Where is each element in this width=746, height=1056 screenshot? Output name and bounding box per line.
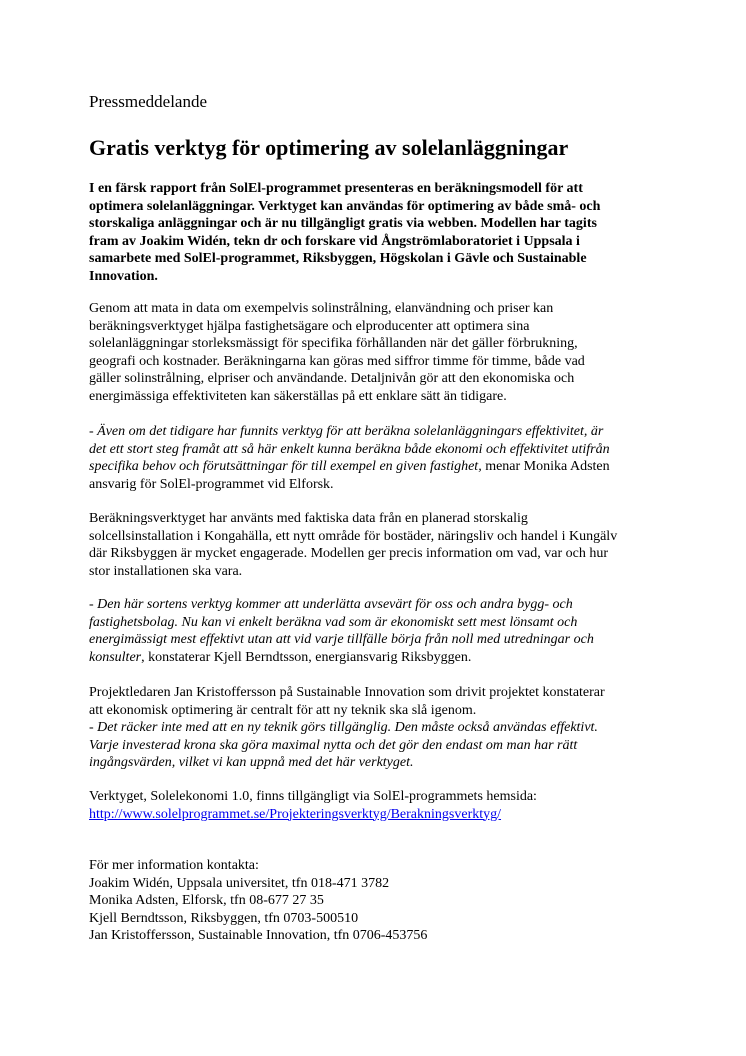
- contact-item: Jan Kristoffersson, Sustainable Innovation, tfn 0706-453756: [89, 928, 428, 944]
- body-line: där Riksbyggen är mycket engagerade. Modellen ger precis information om vad, var och hur: [89, 546, 608, 562]
- body-line: Beräkningsverktyget har använts med faktiska data från en planerad storskalig: [89, 511, 528, 526]
- contact-item: Monika Adsten, Elforsk, tfn 08-677 27 35: [89, 893, 324, 909]
- link-line: [89, 806, 659, 824]
- quote-text: konsulter: [89, 649, 142, 665]
- body-paragraph-1: [89, 300, 659, 406]
- availability-paragraph: [89, 788, 659, 823]
- tool-link[interactable]: http://www.solelprogrammet.se/Projekteringsverktyg/Berakningsverktyg/: [89, 806, 502, 822]
- contact-item: Kjell Berndtsson, Riksbyggen, tfn 0703-500510: [89, 910, 359, 926]
- lead-line: storskaliga anläggningar och är nu tillgängligt gratis via webben. Modellen har tagits: [89, 216, 597, 232]
- lead-line: Innovation.: [89, 268, 158, 284]
- lead-paragraph: [89, 180, 659, 286]
- body-line: beräkningsverktyget hjälpa fastighetsägare och elproducenter att optimera sina: [89, 318, 530, 334]
- quote-text: specifika behov och förutsättningar för till exempel en given fastighet,: [89, 459, 482, 475]
- quote-paragraph-berndtsson: [89, 596, 659, 666]
- body-paragraph-2: [89, 510, 659, 580]
- contact-item: Joakim Widén, Uppsala universitet, tfn 018-471 3782: [89, 875, 390, 891]
- body-line: gäller solinstrålning, elpriser och användande. Detaljnivån gör att den ekonomiska och: [89, 371, 575, 387]
- quote-attribution-line: ansvarig för SolEl-programmet vid Elforsk.: [89, 476, 334, 492]
- document-kicker: Pressmeddelande: [89, 92, 208, 111]
- quote-line: Varje investerad krona ska göra maximal nytta och det gör den endast om man har rätt: [89, 737, 578, 753]
- quote-line: - Även om det tidigare har funnits verktyg för att beräkna solelanläggningars effektivitet, är: [89, 424, 604, 439]
- lead-line: fram av Joakim Widén, tekn dr och forskare vid Ångströmlaboratoriet i Uppsala i: [89, 233, 580, 249]
- quote-attribution: menar Monika Adsten: [481, 459, 610, 475]
- page-title: Gratis verktyg för optimering av solelanläggningar: [89, 135, 569, 160]
- quote-line: det ett stort steg framåt att så här enkelt kunna beräkna både ekonomi och effektivitet utifrån: [89, 441, 610, 457]
- quote-line: fastighetsbolag. Nu kan vi enkelt beräkna vad som är ekonomiskt sett mest lönsamt och: [89, 614, 578, 630]
- lead-line: optimera solelanläggningar. Verktyget kan användas för optimering av både små- och: [89, 198, 601, 214]
- quote-line: energimässigt mest effektivt utan att vid varje tillfälle börja från noll med utredningar och: [89, 632, 594, 648]
- body-line: Projektledaren Jan Kristoffersson på Sustainable Innovation som drivit projektet konstaterar: [89, 685, 605, 700]
- lead-line: samarbete med SolEl-programmet, Riksbyggen, Högskolan i Gävle och Sustainable: [89, 251, 587, 267]
- body-line: stor installationen ska vara.: [89, 563, 243, 579]
- body-line: solcellsinstallation i Kongahälla, ett nytt område för bostäder, näringsliv och handel i Kungälv: [89, 528, 618, 544]
- body-line: geografi och kostnader. Beräkningarna kan göras med siffror timme för timme, både vad: [89, 353, 585, 369]
- quote-line: - Den här sortens verktyg kommer att underlätta avsevärt för oss och andra bygg- och: [89, 597, 573, 612]
- quote-attribution: , konstaterar Kjell Berndtsson, energiansvarig Riksbyggen.: [141, 649, 472, 665]
- lead-line: I en färsk rapport från SolEl-programmet presenteras en beräkningsmodell för att: [89, 181, 583, 196]
- body-line: energimässiga effektiviteten kan säkerställas på ett enklare sätt än tidigare.: [89, 388, 507, 404]
- availability-text: Verktyget, Solelekonomi 1.0, finns tillgängligt via SolEl-programmets hemsida:: [89, 789, 537, 804]
- quote-line: [89, 649, 659, 667]
- quote-line: ingångsvärden, vilket vi kan uppnå med det här verktyget.: [89, 755, 414, 771]
- body-line: att ekonomisk optimering är centralt för att ny teknik ska slå igenom.: [89, 702, 477, 718]
- body-paragraph-3: [89, 684, 659, 772]
- body-line: solelanläggningar storleksmässigt för specifika förhållanden när det gäller förbrukning,: [89, 336, 578, 352]
- contact-section: [89, 857, 659, 945]
- contact-heading: För mer information kontakta:: [89, 858, 259, 873]
- quote-line: [89, 458, 659, 476]
- body-line: Genom att mata in data om exempelvis solinstrålning, elanvändning och priser kan: [89, 301, 554, 316]
- quote-line: - Det räcker inte med att en ny teknik görs tillgänglig. Den måste också användas effektivt.: [89, 720, 598, 736]
- quote-paragraph-adsten: [89, 423, 659, 493]
